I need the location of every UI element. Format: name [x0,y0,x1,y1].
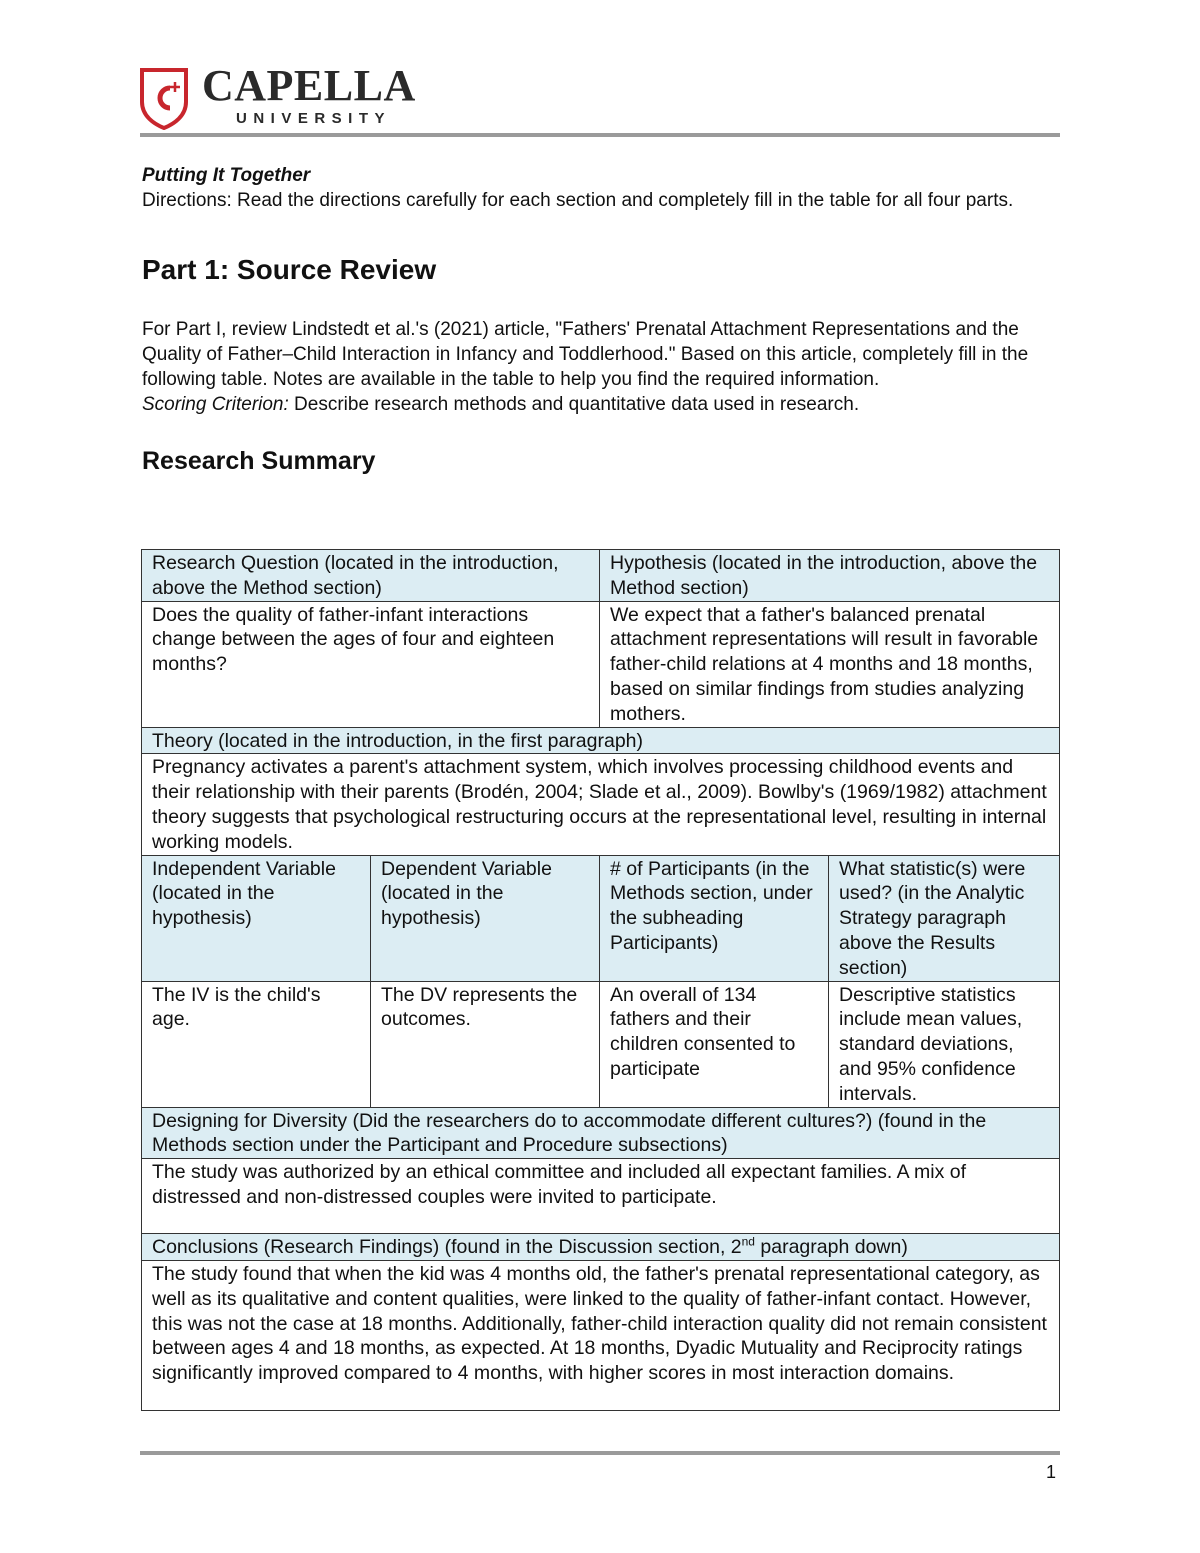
dependent-variable-cell: The DV represents the outcomes. [371,981,600,1107]
footer-divider [140,1451,1060,1455]
conclusions-cell: The study found that when the kid was 4 months old, the father's prenatal representational category, as well as its qualitative and content qualities, were linked to the quality of father-infant contact. However, this was not the case at 18 months. Additionally, father-child interaction quality did not remain consistent between ages 4 and 18 months, as expected. At 18 months, Dyadic Mutuality and Reciprocity ratings significantly improved compared to 4 months, with higher scores in most interaction domains. [142,1260,1060,1410]
scoring-criterion-label: Scoring Criterion: [142,394,289,415]
logo-subtitle: UNIVERSITY [236,110,392,127]
theory-cell: Pregnancy activates a parent's attachment system, which involves processing childhood events and their relationship with their parents (Brodén, 2004; Slade et al., 2009). Bowlby's (1969/1982) attachment theory suggests that psychological restructuring occurs at the representational level, resulting in internal working models. [142,754,1060,855]
part-1-instructions: For Part I, review Lindstedt et al.'s (2021) article, "Fathers' Prenatal Attachment Representations and the Quality of Father–Child Interaction in Infancy and Toddlerhood." Based on this article, completely fill in the following table. Notes are available in the table to help you find the required information. [142,319,1029,390]
page-header [140,61,1060,138]
header-divider [140,133,1060,137]
document-body [142,164,1060,477]
scoring-criterion-text: Describe research methods and quantitative data used in research. [288,394,860,415]
conclusions-header-superscript: nd [741,1234,755,1249]
research-question-header: Research Question (located in the introduction, above the Method section) [142,550,600,602]
statistics-header: What statistic(s) were used? (in the Analytic Strategy paragraph above the Results section) [829,855,1060,981]
conclusions-header-text-end: paragraph down) [754,1236,908,1259]
dependent-variable-header: Dependent Variable (located in the hypothesis) [371,855,600,981]
conclusions-header-text: Conclusions (Research Findings) (found in the Discussion section, 2 [152,1236,742,1259]
conclusions-header [142,1234,1060,1261]
independent-variable-header: Independent Variable (located in the hypothesis) [142,855,371,981]
logo-wordmark: CAPELLA [202,61,416,110]
hypothesis-cell: We expect that a father's balanced prenatal attachment representations will result in favorable father-child relations at 4 months and 18 months, based on similar findings from studies analyzing mothers. [600,601,1060,727]
theory-header: Theory (located in the introduction, in the first paragraph) [142,727,1060,754]
participants-header: # of Participants (in the Methods section, under the subheading Participants) [600,855,829,981]
statistics-cell: Descriptive statistics include mean values, standard deviations, and 95% confidence intervals. [829,981,1060,1107]
research-summary-table [141,549,1060,1411]
part-1-paragraph [142,317,1060,417]
participants-cell: An overall of 134 fathers and their children consented to participate [600,981,829,1107]
research-summary-heading: Research Summary [142,447,376,475]
diversity-cell: The study was authorized by an ethical committee and included all expectant families. A mix of distressed and non-distressed couples were invited to participate. [142,1159,1060,1234]
page-number: 1 [1045,1462,1056,1482]
intro-title: Putting It Together [142,165,311,186]
diversity-header: Designing for Diversity (Did the researchers do to accommodate different cultures?) (found in the Methods section under the Participant and Procedure subsections) [142,1107,1060,1159]
part-1-heading: Part 1: Source Review [142,254,437,285]
independent-variable-cell: The IV is the child's age. [142,981,371,1107]
intro-directions: Directions: Read the directions carefully for each section and completely fill in the table for all four parts. [142,190,1014,211]
hypothesis-header: Hypothesis (located in the introduction, above the Method section) [600,550,1060,602]
capella-shield-logo-icon [140,68,188,130]
research-question-cell: Does the quality of father-infant interactions change between the ages of four and eighteen months? [142,601,600,727]
